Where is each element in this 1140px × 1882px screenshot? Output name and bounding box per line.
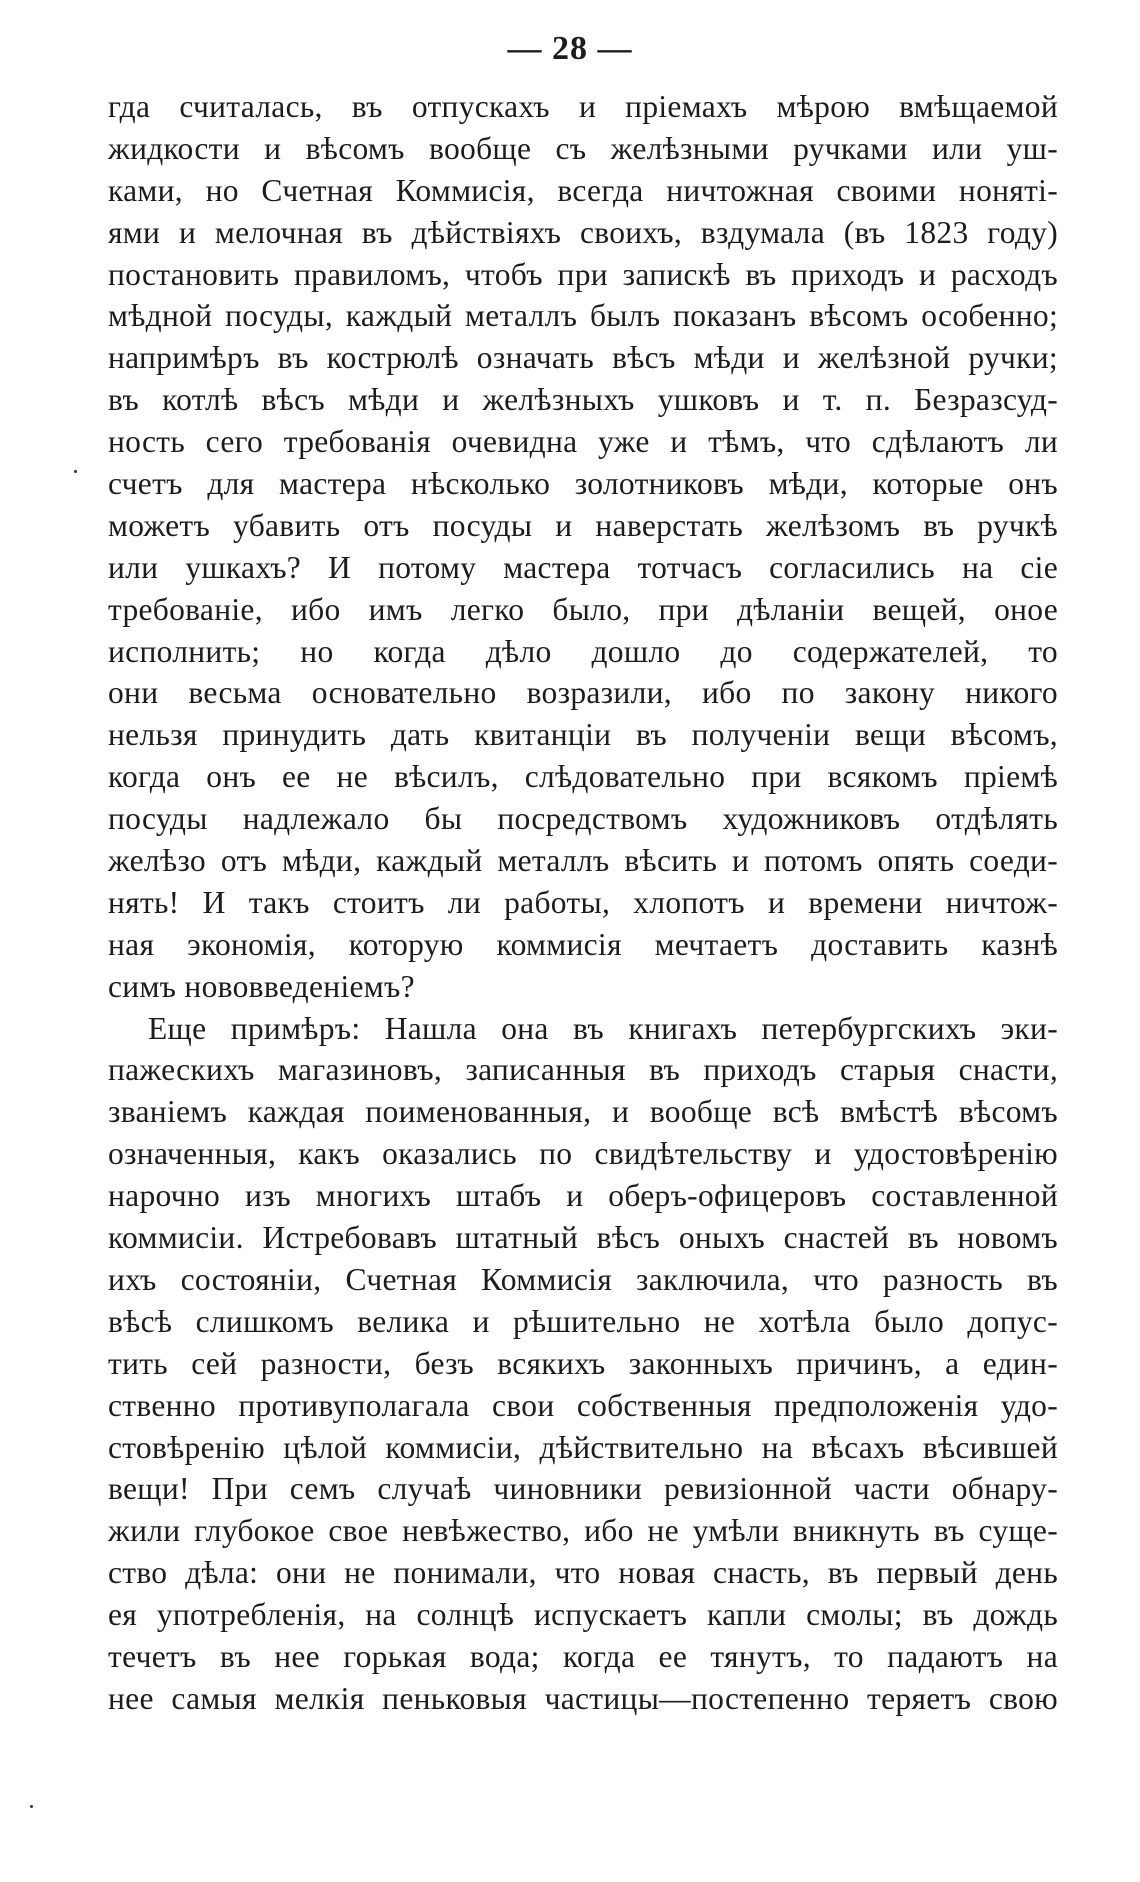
text-line: гда считалась, въ отпускахъ и пріемахъ мѣрою вмѣщаемой: [108, 89, 1058, 124]
text-line: ями и мелочная въ дѣйствіяхъ своихъ, вздумала (въ 1823 году): [108, 214, 1058, 250]
text-line: ство дѣла: они не понимали, что новая снасть, въ первый день: [108, 1555, 1058, 1591]
text-line: мѣдной посуды, каждый металлъ былъ показанъ вѣсомъ особенно;: [108, 298, 1058, 334]
body-text: [108, 86, 1058, 1720]
text-line: ность сего требованія очевидна уже и тѣмъ, что сдѣлаютъ ли: [108, 424, 1058, 460]
text-line: вѣсѣ слишкомъ велика и рѣшительно не хотѣла было допус-: [108, 1303, 1058, 1339]
text-line: жидкости и вѣсомъ вообще съ желѣзными ручками или уш-: [108, 130, 1058, 166]
print-speck: [74, 470, 77, 473]
text-line: ственно противуполагала свои собственныя предположенія удо-: [108, 1387, 1058, 1423]
text-line: званіемъ каждая поименованныя, и вообще всѣ вмѣстѣ вѣсомъ: [108, 1094, 1058, 1130]
text-line: напримѣръ въ кострюлѣ означать вѣсъ мѣди и желѣзной ручки;: [108, 340, 1058, 376]
text-line: означенныя, какъ оказались по свидѣтельству и удостовѣренію: [108, 1136, 1058, 1172]
text-line: или ушкахъ? И потому мастера тотчасъ согласились на сіе: [108, 549, 1058, 585]
text-line: они весьма основательно возразили, ибо по закону никого: [108, 675, 1058, 711]
page-number: — 28 —: [507, 30, 633, 67]
paragraph-end-line: симъ нововведеніемъ?: [108, 968, 415, 1004]
text-line: нельзя принудить дать квитанціи въ полученіи вещи вѣсомъ,: [108, 717, 1058, 753]
text-line: нарочно изъ многихъ штабъ и оберъ-офицеровъ составленной: [108, 1178, 1058, 1214]
text-line: посуды надлежало бы посредствомъ художниковъ отдѣлять: [108, 801, 1058, 837]
text-line: коммисіи. Истребовавъ штатный вѣсъ оныхъ снастей въ новомъ: [108, 1220, 1058, 1256]
text-line: пажескихъ магазиновъ, записанныя въ приходъ старыя снасти,: [108, 1052, 1058, 1088]
text-line: ихъ состояніи, Счетная Коммисія заключила, что разность въ: [108, 1261, 1058, 1297]
text-line: вещи! При семъ случаѣ чиновники ревизіонной части обнару-: [108, 1471, 1058, 1507]
text-line: нять! И такъ стоитъ ли работы, хлопотъ и времени ничтож-: [108, 884, 1058, 920]
text-line: когда онъ ее не вѣсилъ, слѣдовательно при всякомъ пріемѣ: [108, 759, 1058, 795]
text-line: счетъ для мастера нѣсколько золотниковъ мѣди, которые онъ: [108, 466, 1058, 502]
text-line: требованіе, ибо имъ легко было, при дѣланіи вещей, оное: [108, 591, 1058, 627]
print-speck: [30, 1805, 33, 1808]
text-line: нее самыя мелкія пеньковыя частицы—постепенно теряетъ свою: [108, 1680, 1058, 1716]
text-line: можетъ убавить отъ посуды и наверстать желѣзомъ въ ручкѣ: [108, 507, 1058, 543]
paragraph-start-line: Еще примѣръ: Нашла она въ книгахъ петербургскихъ эки-: [148, 1010, 1058, 1046]
text-line: жили глубокое свое невѣжество, ибо не умѣли вникнуть въ суще-: [108, 1513, 1058, 1549]
text-line: ея употребленія, на солнцѣ испускаетъ капли смолы; въ дождь: [108, 1597, 1058, 1633]
text-line: постановить правиломъ, чтобъ при запискѣ въ приходъ и расходъ: [108, 256, 1058, 292]
text-line: течетъ въ нее горькая вода; когда ее тянутъ, то падаютъ на: [108, 1638, 1058, 1674]
text-line: исполнить; но когда дѣло дошло до содержателей, то: [108, 633, 1058, 669]
text-line: стовѣренію цѣлой коммисіи, дѣйствительно на вѣсахъ вѣсившей: [108, 1429, 1058, 1465]
text-line: ками, но Счетная Коммисія, всегда ничтожная своими нонятi-: [108, 172, 1058, 208]
text-line: въ котлѣ вѣсъ мѣди и желѣзныхъ ушковъ и т. п. Безразсуд-: [108, 382, 1058, 418]
text-line: ная экономія, которую коммисія мечтаетъ доставить казнѣ: [108, 926, 1058, 962]
text-line: желѣзо отъ мѣди, каждый металлъ вѣсить и потомъ опять соеди-: [108, 843, 1058, 879]
text-line: тить сей разности, безъ всякихъ законныхъ причинъ, а един-: [108, 1345, 1058, 1381]
